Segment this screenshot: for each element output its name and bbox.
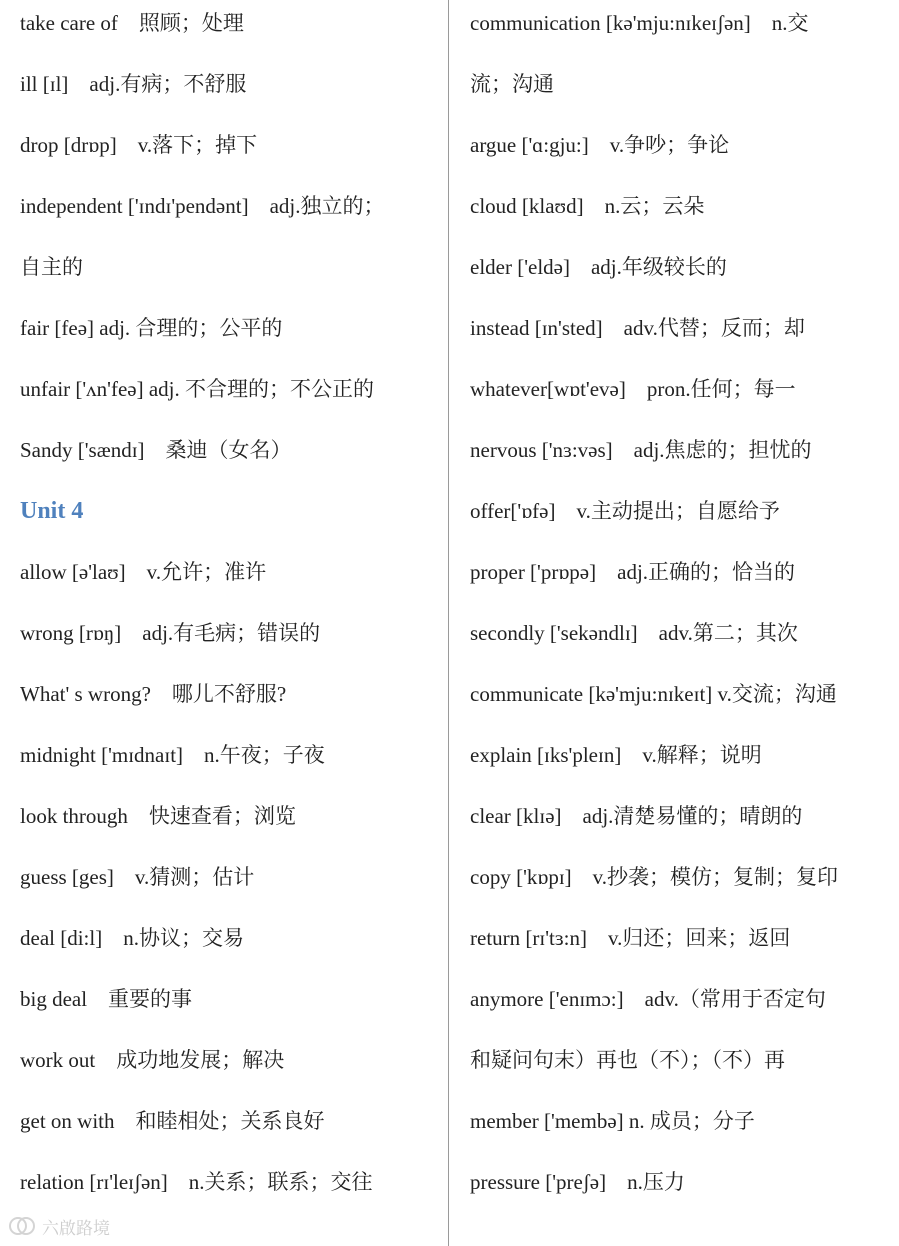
entry-instead: instead [ɪn'sted] adv.代替；反而；却 [470, 316, 805, 340]
column-divider [448, 0, 449, 1246]
entry-midnight: midnight ['mɪdnaɪt] n.午夜；子夜 [20, 743, 325, 767]
entry-anymore: anymore ['enɪmɔ:] adv.（常用于否定句 [470, 987, 826, 1011]
entry-communicate: communicate [kə'mju:nɪkeɪt] v.交流；沟通 [470, 682, 837, 706]
entry-look-through: look through 快速查看；浏览 [20, 804, 296, 828]
entry-fair: fair [feə] adj. 合理的；公平的 [20, 316, 283, 340]
entry-sandy: Sandy ['sændɪ] 桑迪（女名） [20, 438, 292, 462]
entry-work-out: work out 成功地发展；解决 [20, 1048, 285, 1072]
entry-offer: offer['ɒfə] v.主动提出；自愿给予 [470, 499, 780, 523]
entry-argue: argue ['ɑ:gju:] v.争吵；争论 [470, 133, 730, 157]
watermark [8, 1214, 110, 1238]
entry-member: member ['membə] n. 成员；分子 [470, 1109, 755, 1133]
entry-proper: proper ['prɒpə] adj.正确的；恰当的 [470, 560, 796, 584]
entry-communication: communication [kə'mju:nɪkeɪʃən] n.交 [470, 11, 809, 35]
entry-allow: allow [ə'laʊ] v.允许；准许 [20, 560, 267, 584]
entry-communication-cont: 流；沟通 [470, 72, 554, 96]
entry-unfair: unfair ['ʌn'feə] adj. 不合理的；不公正的 [20, 377, 374, 401]
entry-secondly: secondly ['sekəndlɪ] adv.第二；其次 [470, 621, 798, 645]
entry-clear: clear [klɪə] adj.清楚易懂的；晴朗的 [470, 804, 803, 828]
entry-cloud: cloud [klaʊd] n.云；云朵 [470, 194, 705, 218]
watermark-logo-icon [8, 1216, 36, 1236]
watermark-text: 六啟路境 [42, 1218, 110, 1239]
entry-relation: relation [rɪ'leɪʃən] n.关系；联系；交往 [20, 1170, 373, 1194]
unit-heading: Unit 4 [20, 498, 84, 524]
entry-deal: deal [di:l] n.协议；交易 [20, 926, 244, 950]
entry-independent: independent ['ɪndɪ'pendənt] adj.独立的； [20, 194, 385, 218]
entry-copy: copy ['kɒpɪ] v.抄袭；模仿；复制；复印 [470, 865, 839, 889]
entry-whats-wrong: What' s wrong? 哪儿不舒服? [20, 682, 287, 706]
entry-guess: guess [ges] v.猜测；估计 [20, 865, 255, 889]
entry-take-care-of: take care of 照顾；处理 [20, 11, 244, 35]
entry-get-on-with: get on with 和睦相处；关系良好 [20, 1109, 325, 1133]
entry-elder: elder ['eldə] adj.年级较长的 [470, 255, 727, 279]
entry-pressure: pressure ['preʃə] n.压力 [470, 1170, 685, 1194]
entry-nervous: nervous ['nɜ:vəs] adj.焦虑的；担忧的 [470, 438, 812, 462]
entry-wrong: wrong [rɒŋ] adj.有毛病；错误的 [20, 621, 321, 645]
entry-ill: ill [ɪl] adj.有病；不舒服 [20, 72, 247, 96]
entry-drop: drop [drɒp] v.落下；掉下 [20, 133, 258, 157]
entry-explain: explain [ɪks'pleɪn] v.解释；说明 [470, 743, 762, 767]
entry-anymore-cont: 和疑问句末）再也（不）；（不）再 [470, 1048, 785, 1072]
entry-return: return [rɪ'tɜ:n] v.归还；回来；返回 [470, 926, 791, 950]
entry-whatever: whatever[wɒt'evə] pron.任何；每一 [470, 377, 796, 401]
entry-big-deal: big deal 重要的事 [20, 987, 193, 1011]
entry-independent-cont: 自主的 [20, 255, 83, 279]
